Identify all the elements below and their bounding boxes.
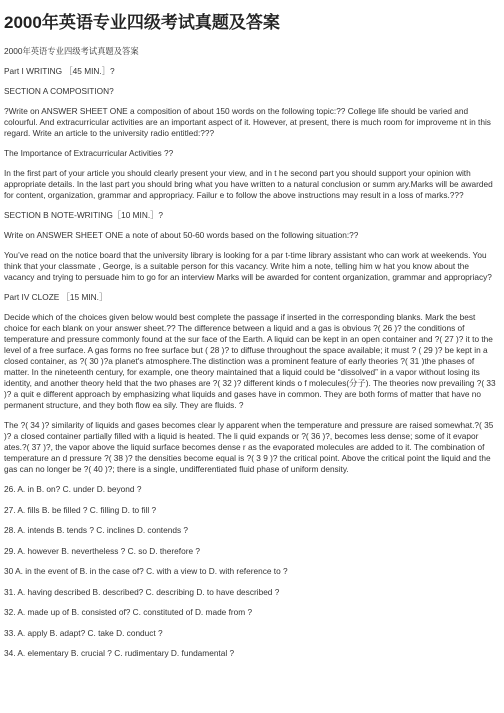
cloze-passage-2: The ?( 34 )? similarity of liquids and gases becomes clear ly apparent when the temperature and pressure are raised somewhat.?( 35 )? a closed container partially filled with a liquid is heated. The li quid expands or ?( 36 )?, becomes less dense; some of it evapor ates.?( 37 )?, the vapor above the liquid surface becomes dense r as the evaporated molecules are added to it. The combination of temperature an d pressure ?( 38 )? the densities become equal is ?( 3 9 )? the critical point. Above the critical point the liquid and the gas can no longer be ?( 40 )?; there is a single, undifferentiated fluid phase of uniform density. xyxy=(4,420,494,474)
option-item: 32. A. made up of B. consisted of? C. constituted of D. made from ? xyxy=(4,607,253,617)
option-item: 33. A. apply B. adapt? C. take D. conduct ? xyxy=(4,627,163,638)
option-item: 26. A. in B. on? C. under D. beyond ? xyxy=(4,484,142,494)
composition-instructions: ?Write on ANSWER SHEET ONE a composition of about 150 words on the following topic:?? College life should be varied and colourful. And extracurricular activities are an important aspect of it. However, at present, there is much room for improveme nt in this regard. Write an article to the university radio entitled:??? xyxy=(4,106,491,138)
option-item: 34. A. elementary B. crucial ? C. rudimentary D. fundamental ? xyxy=(4,648,235,658)
option-item: 27. A. fills B. be filled ? C. filling D. to fill ? xyxy=(4,504,157,515)
page-title: 2000年英语专业四级考试真题及答案 xyxy=(4,13,280,32)
composition-guidance: In the first part of your article you should clearly present your view, and in t he second part you should support your opinion with appropriate details. In the last part you should bring what you have written to a natural conclusion or summ ary.Marks will be awarded for content, organization, grammar and appropriacy. Failur e to follow the above instructions may result in a loss of marks.??? xyxy=(4,168,493,200)
section-a-heading: SECTION A COMPOSITION? xyxy=(4,86,114,96)
part-i-heading: Part I WRITING ［45 MIN.］? xyxy=(4,66,115,76)
option-item: 30 A. in the event of B. in the case of? C. with a view to D. with reference to ? xyxy=(4,566,288,576)
note-writing-instructions: Write on ANSWER SHEET ONE a note of about 50-60 words based on the following situation:?? xyxy=(4,230,359,240)
option-item: 28. A. intends B. tends ? C. inclines D. contends ? xyxy=(4,525,189,535)
part-iv-heading: Part IV CLOZE ［15 MIN.］ xyxy=(4,292,108,302)
section-b-heading: SECTION B NOTE-WRITING［10 MIN.］? xyxy=(4,210,164,220)
note-writing-situation: You’ve read on the notice board that the university library is looking for a par t-time library assistant who can work at weekends. You think that your classmate , George, is a suitable person for this vacancy. Write him a note, telling him w hat you know about the vacancy and trying to persuade him to go for an interview Marks will be awarded for content organization, grammar and appropriacy? xyxy=(4,250,492,282)
option-item: 31. A. having described B. described? C. describing D. to have described ? xyxy=(4,586,280,597)
option-item: 29. A. however B. nevertheless ? C. so D. therefore ? xyxy=(4,545,201,556)
composition-title: The Importance of Extracurricular Activities ?? xyxy=(4,148,174,158)
subtitle: 2000年英语专业四级考试真题及答案 xyxy=(4,46,139,56)
cloze-passage-1: Decide which of the choices given below would best complete the passage if inserted in the corresponding blanks. Mark the best choice for each blank on your answer sheet.?? The difference between a liquid and a gas is obvious ?( 26 )? the conditions of temperature and pressure commonly found at the sur face of the Earth. A liquid can be kept in an open container and ?( 27 )? it to the level of a free surface. A gas forms no free surface but ( 28 )? to diffuse throughout the space available; it must ? ( 29 )? be kept in a closed container, as ?( 30 )?a planet's atmosphere.The distinction was a prominent feature of early theories ?( 31 )the phases of matter. In the nineteenth century, for example, one theory maintained that a liquid could be “dissolved” in a vapor without losing its identity, and another theory held that the two phases are ?( 32 )? different kinds o f molecules(分子). The theories now prevailing ?( 33 )? a quit e different approach by emphasizing what liquids and gases have in common. They are both forms of matter that have no permanent structure, and they both flow ea sily. They are fluids. ? xyxy=(4,312,496,410)
